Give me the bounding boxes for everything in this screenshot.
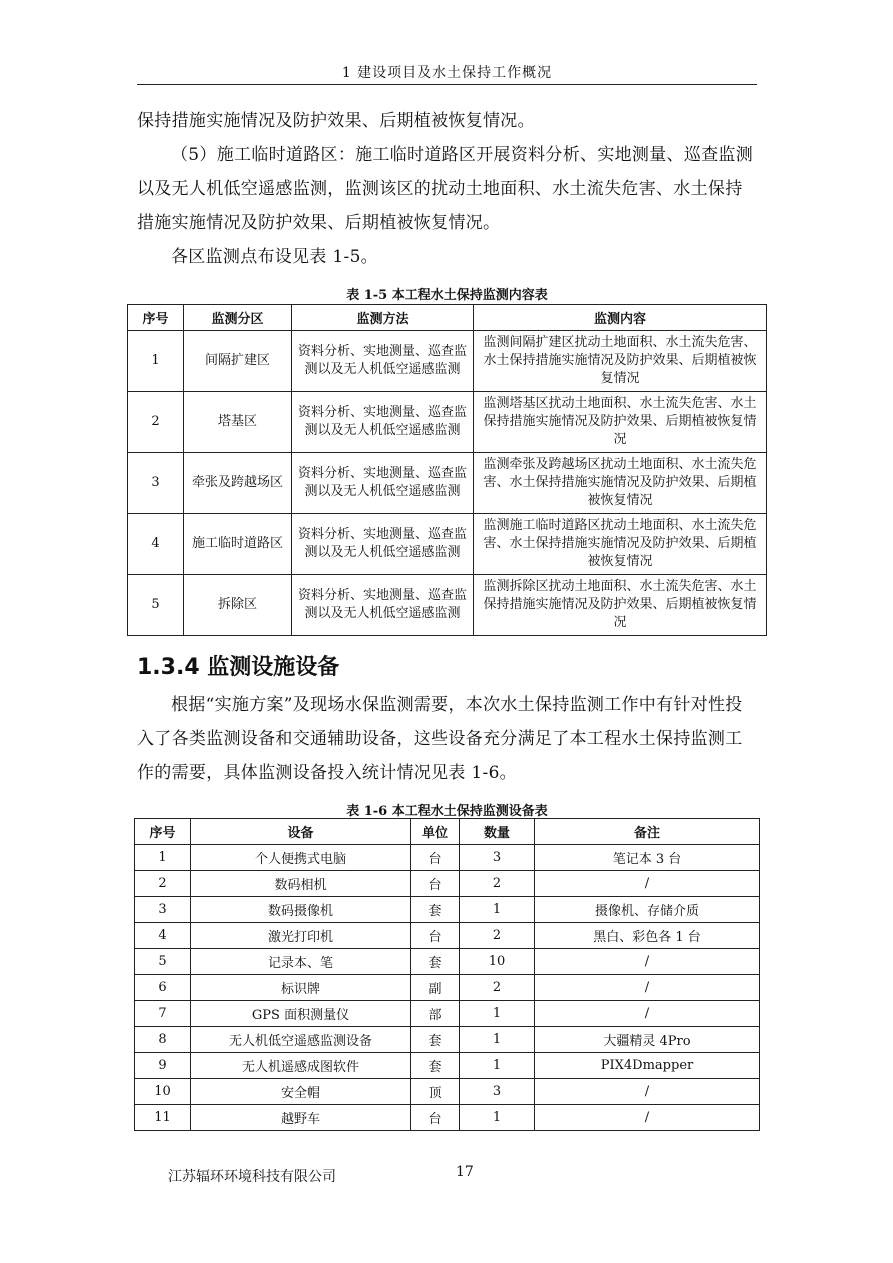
table-cell: 激光打印机 — [191, 923, 411, 949]
table-cell: 无人机遥感成图软件 — [191, 1053, 411, 1079]
table-row — [135, 949, 760, 975]
table-cell: / — [535, 1105, 760, 1131]
table-row — [128, 575, 767, 636]
table-cell: 塔基区 — [184, 392, 292, 453]
table-cell: 2 — [128, 392, 184, 453]
table-cell: 拆除区 — [184, 575, 292, 636]
table-cell: 大疆精灵 4Pro — [535, 1027, 760, 1053]
table-cell: 1 — [460, 897, 535, 923]
table-1-6 — [134, 818, 760, 1131]
table-header-row — [135, 819, 760, 845]
table-cell: 资料分析、实地测量、巡查监测以及无人机低空遥感监测 — [292, 453, 474, 514]
table-cell: 套 — [411, 1053, 460, 1079]
table-cell: / — [535, 1001, 760, 1027]
table-row — [128, 331, 767, 392]
table-cell: 2 — [135, 871, 191, 897]
table-cell: 2 — [460, 923, 535, 949]
section-paragraph: 根据“实施方案”及现场水保监测需要，本次水土保持监测工作中有针对性投入了各类监测设备和交通辅助设备，这些设备充分满足了本工程水土保持监测工作的需要，具体监测设备投入统计情况见表 1-6。 — [137, 695, 743, 783]
table-cell: 监测牵张及跨越场区扰动土地面积、水土流失危害、水土保持措施实施情况及防护效果、后期植被恢复情况 — [474, 453, 767, 514]
table-cell: 11 — [135, 1105, 191, 1131]
header-cell: 序号 — [135, 819, 191, 845]
table-cell: 资料分析、实地测量、巡查监测以及无人机低空遥感监测 — [292, 331, 474, 392]
table-row — [135, 1053, 760, 1079]
paragraph-2: （5）施工临时道路区：施工临时道路区开展资料分析、实地测量、巡查监测以及无人机低空遥感监测，监测该区的扰动土地面积、水土流失危害、水土保持措施实施情况及防护效果、后期植被恢复情况。 — [137, 145, 754, 233]
table-cell: / — [535, 871, 760, 897]
table-cell: 记录本、笔 — [191, 949, 411, 975]
table-cell: 10 — [135, 1079, 191, 1105]
table-row — [135, 897, 760, 923]
header-cell: 监测方法 — [292, 305, 474, 331]
table-row — [135, 1027, 760, 1053]
table-row — [135, 1079, 760, 1105]
table-cell: 10 — [460, 949, 535, 975]
table-header-row — [128, 305, 767, 331]
table-cell: 牵张及跨越场区 — [184, 453, 292, 514]
section-title: 1.3.4 监测设施设备 — [137, 655, 340, 680]
table-cell: 数码摄像机 — [191, 897, 411, 923]
table-cell: 4 — [128, 514, 184, 575]
footer-company: 江苏辐环环境科技有限公司 — [168, 1169, 336, 1185]
table-cell: GPS 面积测量仪 — [191, 1001, 411, 1027]
table-cell: / — [535, 1079, 760, 1105]
header-cell: 设备 — [191, 819, 411, 845]
page-number: 17 — [456, 1164, 474, 1180]
table-cell: 顶 — [411, 1079, 460, 1105]
table-cell: 2 — [460, 871, 535, 897]
table-row — [135, 975, 760, 1001]
table-cell: 3 — [460, 845, 535, 871]
header-cell: 监测分区 — [184, 305, 292, 331]
table-cell: 间隔扩建区 — [184, 331, 292, 392]
table-row — [135, 923, 760, 949]
table-cell: 台 — [411, 845, 460, 871]
table-cell: 副 — [411, 975, 460, 1001]
table-1-5-caption: 表 1-5 本工程水土保持监测内容表 — [346, 288, 548, 303]
table-row — [128, 392, 767, 453]
table-cell: 套 — [411, 949, 460, 975]
table-cell: 资料分析、实地测量、巡查监测以及无人机低空遥感监测 — [292, 514, 474, 575]
table-row — [128, 453, 767, 514]
table-cell: 越野车 — [191, 1105, 411, 1131]
table-cell: 数码相机 — [191, 871, 411, 897]
table-cell: 台 — [411, 923, 460, 949]
header-cell: 单位 — [411, 819, 460, 845]
table-cell: 安全帽 — [191, 1079, 411, 1105]
table-row — [135, 1105, 760, 1131]
table-cell: 5 — [135, 949, 191, 975]
table-cell: 摄像机、存储介质 — [535, 897, 760, 923]
table-cell: 无人机低空遥感监测设备 — [191, 1027, 411, 1053]
table-cell: 3 — [128, 453, 184, 514]
header-cell: 数量 — [460, 819, 535, 845]
table-cell: 施工临时道路区 — [184, 514, 292, 575]
table-cell: 台 — [411, 1105, 460, 1131]
paragraph-1: 保持措施实施情况及防护效果、后期植被恢复情况。 — [137, 111, 535, 131]
table-cell: 7 — [135, 1001, 191, 1027]
table-cell: 1 — [460, 1105, 535, 1131]
table-row — [135, 871, 760, 897]
table-1-6-caption: 表 1-6 本工程水土保持监测设备表 — [346, 804, 548, 819]
table-cell: 标识牌 — [191, 975, 411, 1001]
table-cell: 部 — [411, 1001, 460, 1027]
table-cell: 2 — [460, 975, 535, 1001]
table-cell: 资料分析、实地测量、巡查监测以及无人机低空遥感监测 — [292, 575, 474, 636]
table-cell: 黑白、彩色各 1 台 — [535, 923, 760, 949]
table-cell: 笔记本 3 台 — [535, 845, 760, 871]
table-cell: 1 — [460, 1027, 535, 1053]
table-cell: 6 — [135, 975, 191, 1001]
table-cell: 套 — [411, 1027, 460, 1053]
paragraph-3: 各区监测点布设见表 1-5。 — [171, 247, 378, 267]
table-1-5 — [127, 304, 767, 636]
table-cell: PIX4Dmapper — [535, 1053, 760, 1079]
table-cell: 资料分析、实地测量、巡查监测以及无人机低空遥感监测 — [292, 392, 474, 453]
table-cell: 9 — [135, 1053, 191, 1079]
table-cell: / — [535, 949, 760, 975]
table-cell: 个人便携式电脑 — [191, 845, 411, 871]
table-row — [135, 1001, 760, 1027]
table-cell: / — [535, 975, 760, 1001]
table-cell: 1 — [128, 331, 184, 392]
header-cell: 序号 — [128, 305, 184, 331]
table-cell: 1 — [460, 1001, 535, 1027]
page-header: 1 建设项目及水土保持工作概况 — [341, 65, 553, 81]
table-cell: 4 — [135, 923, 191, 949]
table-cell: 3 — [460, 1079, 535, 1105]
table-cell: 1 — [135, 845, 191, 871]
table-cell: 8 — [135, 1027, 191, 1053]
table-row — [135, 845, 760, 871]
table-row — [128, 514, 767, 575]
header-cell: 备注 — [535, 819, 760, 845]
table-cell: 监测施工临时道路区扰动土地面积、水土流失危害、水土保持措施实施情况及防护效果、后期植被恢复情况 — [474, 514, 767, 575]
table-cell: 套 — [411, 897, 460, 923]
table-cell: 5 — [128, 575, 184, 636]
table-cell: 3 — [135, 897, 191, 923]
table-cell: 监测拆除区扰动土地面积、水土流失危害、水土保持措施实施情况及防护效果、后期植被恢复情况 — [474, 575, 767, 636]
table-cell: 1 — [460, 1053, 535, 1079]
table-cell: 监测塔基区扰动土地面积、水土流失危害、水土保持措施实施情况及防护效果、后期植被恢复情况 — [474, 392, 767, 453]
table-cell: 台 — [411, 871, 460, 897]
header-rule — [137, 84, 757, 85]
table-cell: 监测间隔扩建区扰动土地面积、水土流失危害、水土保持措施实施情况及防护效果、后期植被恢复情况 — [474, 331, 767, 392]
header-cell: 监测内容 — [474, 305, 767, 331]
